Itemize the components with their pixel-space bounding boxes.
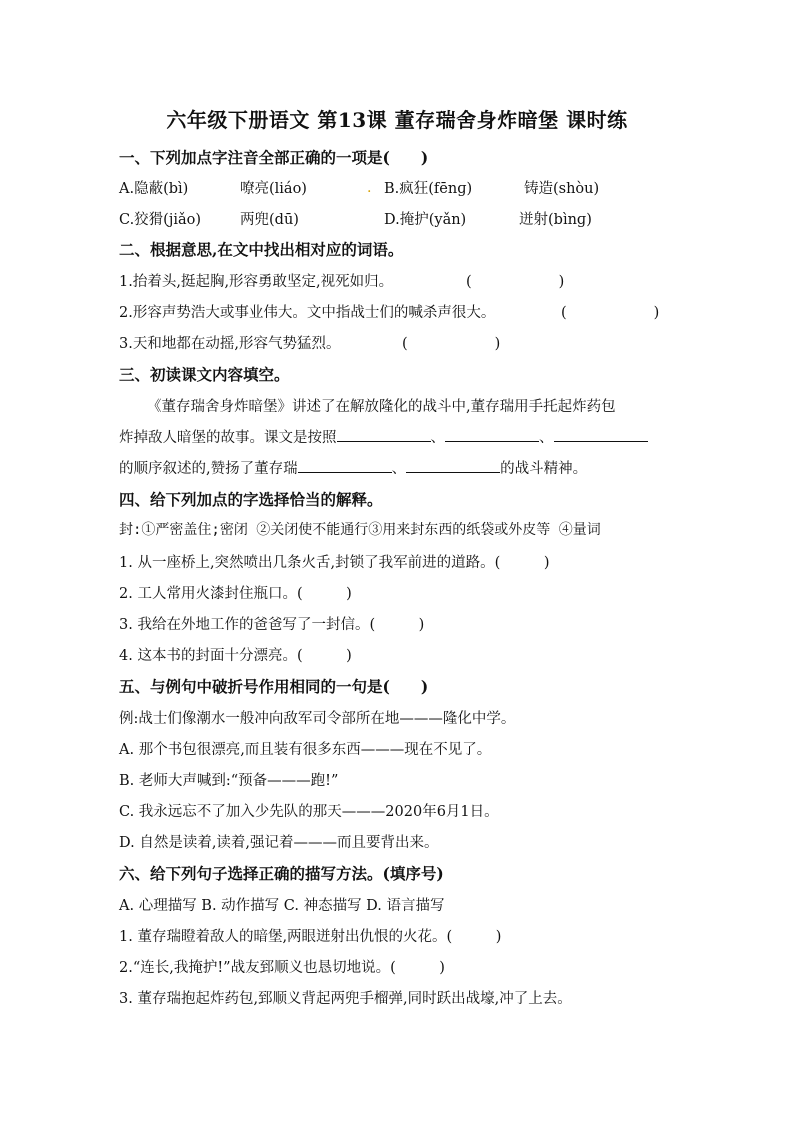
q3-separator: 、: [430, 430, 445, 446]
q4-item-3: 3. 我给在外地工作的爸爸写了一封信。( ): [119, 617, 425, 633]
q1-heading: 一、下列加点字注音全部正确的一项是( ): [119, 148, 429, 167]
q3-blank-4[interactable]: [298, 458, 392, 473]
q2-item-1-answer[interactable]: ( ): [466, 274, 565, 290]
q6-item-2: 2.“连长,我掩护!”战友郅顺义也恳切地说。( ): [119, 960, 445, 976]
q3-line-2: [119, 426, 648, 447]
q6-item-3: 3. 董存瑞抱起炸药包,郅顺义背起两兜手榴弹,同时跃出战壕,冲了上去。: [119, 991, 572, 1007]
q2-item-2: 2.形容声势浩大或事业伟大。文中指战士们的喊杀声很大。: [119, 305, 496, 321]
q5-option-d: D. 自然是读着,读着,强记着———而且要背出来。: [119, 835, 439, 851]
q3-blank-3[interactable]: [554, 427, 648, 442]
q5-heading: 五、与例句中破折号作用相同的一句是( ): [119, 677, 429, 696]
q3-line-3-end: 的战斗精神。: [500, 461, 588, 477]
q3-line-1: 《董存瑞舍身炸暗堡》讲述了在解放隆化的战斗中,董存瑞用手托起炸药包: [147, 399, 616, 415]
q2-item-3-answer[interactable]: ( ): [402, 336, 501, 352]
q6-heading: 六、给下列句子选择正确的描写方法。(填序号): [119, 864, 444, 883]
q1-option-b-1: B.疯狂(fēnɡ): [384, 181, 473, 197]
q1-option-d-1: D.掩护(yǎn): [384, 212, 467, 228]
q3-blank-1[interactable]: [337, 427, 431, 442]
q3-line-3: [119, 457, 587, 478]
q3-blank-2[interactable]: [445, 427, 539, 442]
q1-option-a-2: 嘹亮(liáo): [240, 181, 307, 197]
q4-item-2: 2. 工人常用火漆封住瓶口。( ): [119, 586, 352, 602]
worksheet-title: 六年级下册语文 第13课 董存瑞舍身炸暗堡 课时练: [166, 108, 628, 132]
q3-separator: 、: [391, 461, 407, 477]
q2-item-1: 1.抬着头,挺起胸,形容勇敢坚定,视死如归。: [119, 274, 394, 290]
q6-item-1: 1. 董存瑞瞪着敌人的暗堡,两眼迸射出仇恨的火花。( ): [119, 929, 502, 945]
q4-definition: 封:①严密盖住;密闭 ②关闭使不能通行③用来封东西的纸袋或外皮等 ④量词: [119, 522, 601, 538]
q2-item-2-answer[interactable]: ( ): [561, 305, 660, 321]
q5-option-a: A. 那个书包很漂亮,而且装有很多东西———现在不见了。: [119, 742, 492, 758]
q1-option-b-2: 铸造(shòu): [524, 181, 600, 197]
q5-example: 例:战士们像潮水一般冲向敌军司令部所在地———隆化中学。: [119, 711, 516, 727]
q3-line-3-text: 的顺序叙述的,赞扬了董存瑞: [119, 461, 298, 477]
q3-blank-5[interactable]: [406, 458, 500, 473]
q3-line-2-text: 炸掉敌人暗堡的故事。课文是按照: [119, 430, 337, 446]
q3-heading: 三、初读课文内容填空。: [119, 365, 290, 384]
q5-option-b: B. 老师大声喊到:“预备———跑!”: [119, 773, 339, 789]
q2-heading: 二、根据意思,在文中找出相对应的词语。: [119, 240, 404, 259]
q1-option-c-2: 两兜(dū): [240, 212, 299, 228]
q1-option-c-1: C.狡猾(jiǎo): [119, 212, 202, 228]
q6-methods: A. 心理描写 B. 动作描写 C. 神态描写 D. 语言描写: [119, 898, 445, 914]
q4-heading: 四、给下列加点的字选择恰当的解释。: [119, 490, 383, 509]
q3-separator: 、: [539, 430, 554, 446]
q5-option-c: C. 我永远忘不了加入少先队的那天———2020年6月1日。: [119, 804, 499, 820]
q4-item-1: 1. 从一座桥上,突然喷出几条火舌,封锁了我军前进的道路。( ): [119, 555, 550, 571]
q4-item-4: 4. 这本书的封面十分漂亮。( ): [119, 648, 352, 664]
q1-option-d-2: 迸射(bìnɡ): [519, 212, 592, 228]
q2-item-3: 3.天和地都在动摇,形容气势猛烈。: [119, 336, 341, 352]
q1-option-a-1: A.隐蔽(bì): [119, 181, 189, 197]
stray-dot-mark: .: [367, 180, 372, 196]
